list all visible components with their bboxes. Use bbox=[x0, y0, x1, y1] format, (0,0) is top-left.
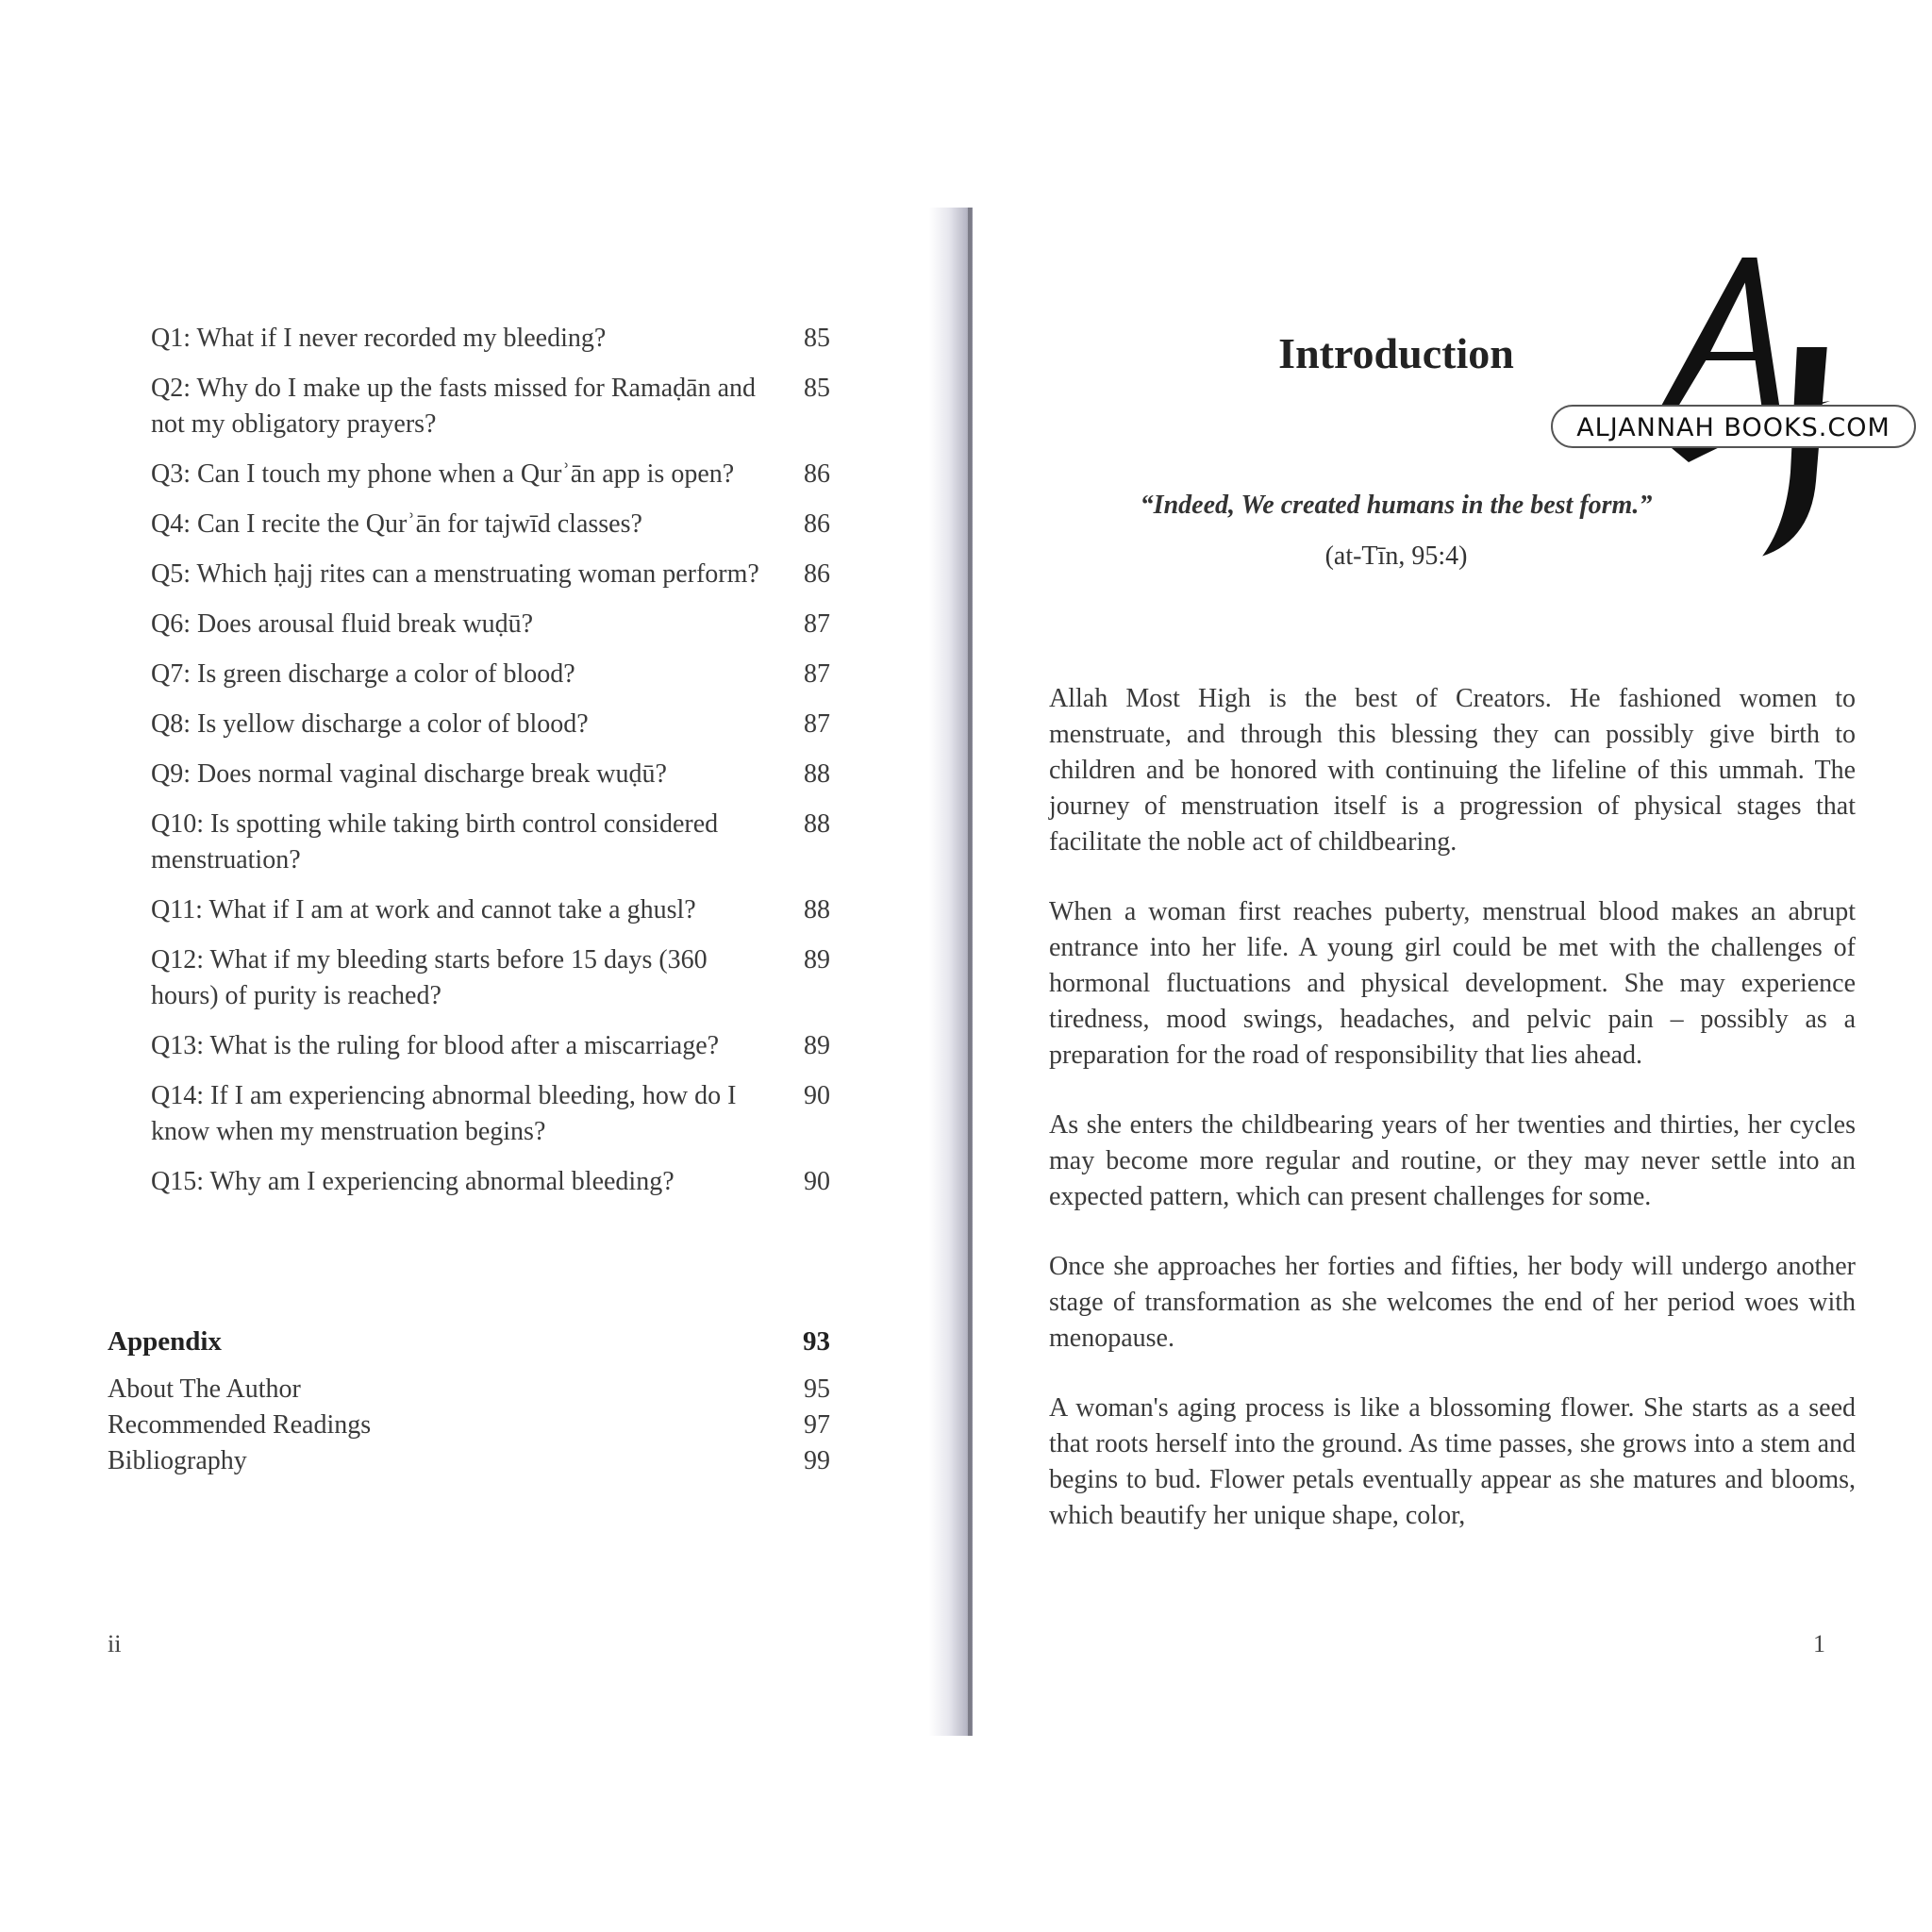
toc-item bbox=[151, 1028, 830, 1064]
appendix-item-page: 95 bbox=[804, 1374, 830, 1404]
toc-item bbox=[151, 371, 830, 442]
body-paragraph: Allah Most High is the best of Creators. He fashioned women to menstruate, and through this blessing they can possibly give birth to children and be honored with continuing the lifeline of this ummah. The journey of menstruation itself is a progression of physical stages that facilitate the noble act of childbearing. bbox=[1049, 684, 1856, 857]
toc-item-label: Q11: What if I am at work and cannot take a ghusl? bbox=[151, 895, 696, 924]
toc-item-label: Q4: Can I recite the Qurʾān for tajwīd classes? bbox=[151, 509, 642, 539]
toc-item-page: 86 bbox=[804, 559, 830, 589]
toc-item-label: Q7: Is green discharge a color of blood? bbox=[151, 659, 575, 689]
toc-item-page: 90 bbox=[804, 1167, 830, 1196]
toc-item-page: 87 bbox=[804, 609, 830, 639]
toc-item-label: Q13: What is the ruling for blood after a miscarriage? bbox=[151, 1031, 720, 1060]
toc-item-page: 85 bbox=[804, 374, 830, 403]
appendix-item-label: Bibliography bbox=[108, 1446, 247, 1475]
toc-item-page: 87 bbox=[804, 709, 830, 739]
toc-item-label: Q6: Does arousal fluid break wuḍū? bbox=[151, 609, 534, 639]
toc-item bbox=[151, 321, 830, 357]
toc-item bbox=[151, 807, 830, 878]
toc-item-page: 88 bbox=[804, 809, 830, 839]
appendix-page: 93 bbox=[803, 1326, 830, 1357]
toc-item-label: Q5: Which ḥajj rites can a menstruating woman perform? bbox=[151, 559, 759, 589]
left-page-contents bbox=[0, 0, 953, 1932]
toc-item-label: Q9: Does normal vaginal discharge break wuḍū? bbox=[151, 759, 667, 789]
toc-item-page: 85 bbox=[804, 324, 830, 353]
toc-item bbox=[151, 707, 830, 742]
toc-item-page: 87 bbox=[804, 659, 830, 689]
page-number-left: ii bbox=[108, 1630, 122, 1657]
toc-item-page: 86 bbox=[804, 459, 830, 489]
toc-item-label: Q8: Is yellow discharge a color of blood? bbox=[151, 709, 589, 739]
book-gutter-shadow bbox=[929, 208, 973, 1736]
toc-item bbox=[151, 557, 830, 592]
toc-item bbox=[151, 657, 830, 692]
logo-wordmark: ALJANNAH BOOKS.COM bbox=[1576, 413, 1890, 442]
toc-item-page: 88 bbox=[804, 895, 830, 924]
toc-item bbox=[151, 1078, 830, 1150]
toc-item-label: Q10: Is spotting while taking birth control considered menstruation? bbox=[151, 809, 719, 874]
toc-item-page: 88 bbox=[804, 759, 830, 789]
body-paragraph: A woman's aging process is like a blossoming flower. She starts as a seed that roots herself into the ground. As time passes, she grows into a stem and begins to bud. Flower petals eventually appear as she matures and blooms, which beautify her unique shape, color, bbox=[1049, 1393, 1856, 1530]
body-paragraph: As she enters the childbearing years of her twenties and thirties, her cycles may become more regular and routine, or they may never settle into an expected pattern, which can present challenges for some. bbox=[1049, 1110, 1856, 1211]
page-number-right: 1 bbox=[1813, 1630, 1825, 1657]
aljannah-logo bbox=[1547, 236, 1924, 594]
toc-item-label: Q3: Can I touch my phone when a Qurʾān app is open? bbox=[151, 459, 735, 489]
appendix-item bbox=[108, 1372, 830, 1407]
intro-body bbox=[1049, 681, 1856, 1568]
chapter-title: Introduction bbox=[1278, 329, 1514, 377]
toc-item-page: 89 bbox=[804, 945, 830, 974]
toc-item-label: Q2: Why do I make up the fasts missed for Ramaḍān and not my obligatory prayers? bbox=[151, 374, 757, 439]
toc-item-page: 90 bbox=[804, 1081, 830, 1110]
toc-item-page: 86 bbox=[804, 509, 830, 539]
body-paragraph: When a woman first reaches puberty, menstrual blood makes an abrupt entrance into her life. A young girl could be met with the challenges of hormonal fluctuations and physical development. She may experience tiredness, mood swings, headaches, and pelvic pain – possibly as a preparation for the road of responsibility that lies ahead. bbox=[1049, 897, 1856, 1070]
toc-item-label: Q14: If I am experiencing abnormal bleeding, how do I know when my menstruation begins? bbox=[151, 1081, 737, 1146]
epigraph-verse: “Indeed, We created humans in the best form.” bbox=[1140, 491, 1653, 520]
toc-item-label: Q15: Why am I experiencing abnormal bleeding? bbox=[151, 1167, 675, 1196]
appendix-heading bbox=[108, 1323, 830, 1360]
appendix-item-page: 99 bbox=[804, 1446, 830, 1475]
appendix-title: Appendix bbox=[108, 1326, 222, 1357]
book-gutter-line bbox=[968, 208, 972, 1736]
toc-item bbox=[151, 892, 830, 928]
toc-item bbox=[151, 942, 830, 1014]
body-paragraph: Once she approaches her forties and fifties, her body will undergo another stage of transformation as she welcomes the end of her period woes with menopause. bbox=[1049, 1252, 1856, 1353]
toc-item bbox=[151, 507, 830, 542]
toc-item bbox=[151, 457, 830, 492]
epigraph-reference: (at-Tīn, 95:4) bbox=[1324, 541, 1468, 571]
toc-item-page: 89 bbox=[804, 1031, 830, 1060]
appendix-item-label: Recommended Readings bbox=[108, 1410, 372, 1440]
toc-item-label: Q1: What if I never recorded my bleeding? bbox=[151, 324, 607, 353]
toc-item-label: Q12: What if my bleeding starts before 15 days (360 hours) of purity is reached? bbox=[151, 945, 708, 1010]
appendix-item-label: About The Author bbox=[108, 1374, 301, 1404]
appendix-item bbox=[108, 1407, 830, 1443]
toc-item bbox=[151, 607, 830, 642]
appendix-item-page: 97 bbox=[804, 1410, 830, 1440]
toc-item bbox=[151, 1164, 830, 1200]
appendix-item bbox=[108, 1443, 830, 1479]
toc-item bbox=[151, 757, 830, 792]
toc-list bbox=[151, 321, 830, 1214]
toc-appendix bbox=[108, 1323, 830, 1479]
